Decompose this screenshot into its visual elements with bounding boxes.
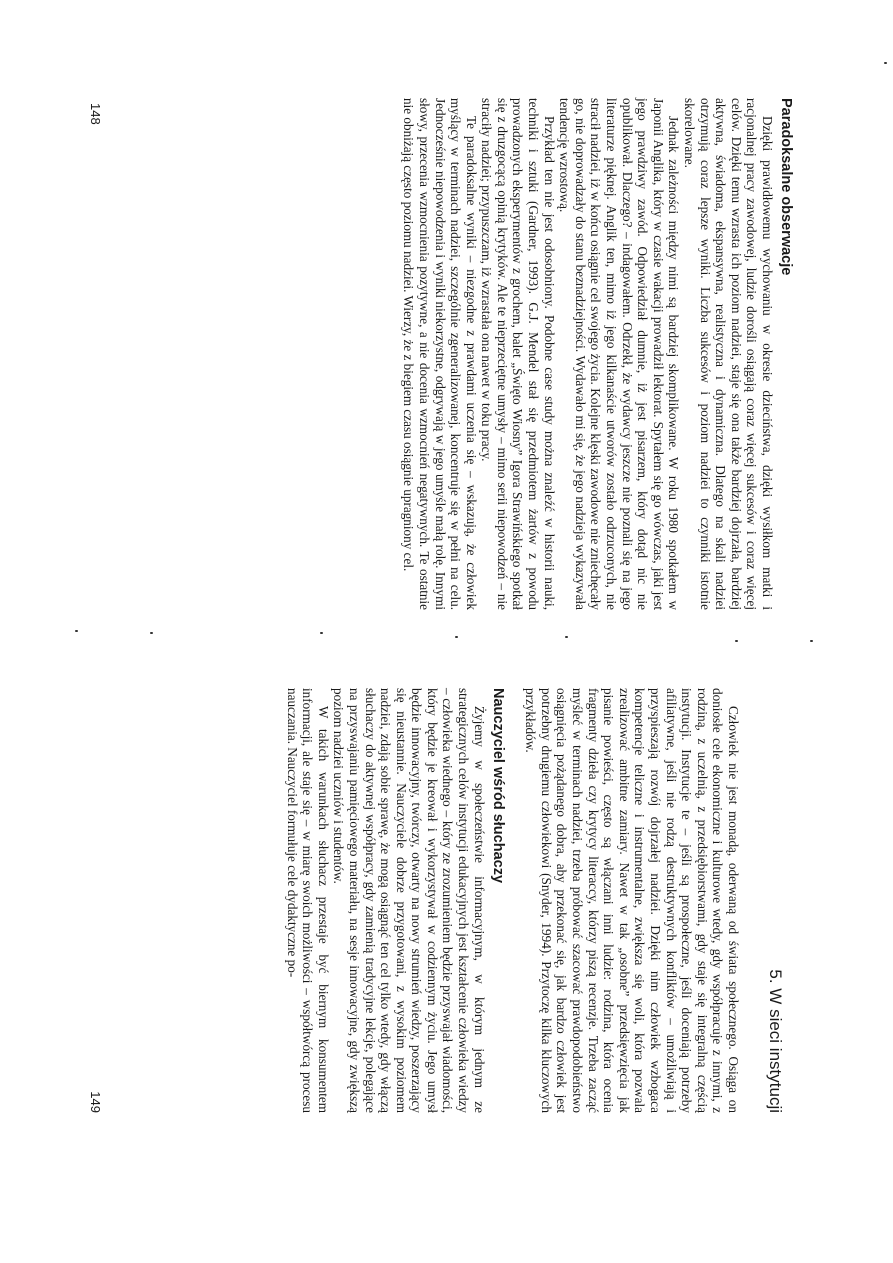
body-paragraph: Człowiek nie jest monadą, oderwaną od świata społecznego. Osiąga on doniosłe cele ekonomiczne i kulturowe wtedy, gdy współpracuje z innymi, z rodziną, z uczelnią, z przedsiębiorstwami, gdy staje się integralną częścią instytucji. Instytucje te – jeśli są prospołeczne, jeśli doceniają potrzeby afiliatywne, jeśli nie rodzą destruktywnych konfliktów – umożliwiają i przyspieszają rozwój dojrzałej nadziei. Dzięki nim człowiek wzbogaca kompetencje teliczne i instrumentalne, zwiększa się woli, która pozwala zrealizować ambitne zamiary. Nawet w tak „osobne” przedsięwzięcia jak pisanie powieści, często są włączani inni ludzie: rodzina, która ocenia fragmenty dzieła czy krytycy literaccy, którzy piszą recenzje. Trzeba zacząć myśleć w terminach nadziei, trzeba próbować szacować prawdopodobieństwo osiągnięcia pożądanego dobra, aby przekonać się, jak bardzo człowiek jest potrzebny drugiemu człowiekowi (Snyder, 1994). Przytoczę kilka kluczowych przykładów. bbox=[523, 688, 741, 1113]
section-heading: Paradoksalne obserwacje bbox=[778, 98, 794, 276]
body-paragraph: W takich warunkach słuchacz przestaje być biernym konsumentem informacji, ale staje się – w miarę swoich możliwości – współtwórcą procesu nauczania. Nauczyciel formułuje cele dydaktyczne po- bbox=[284, 688, 331, 1113]
body-paragraph: Żyjemy w społeczeństwie informacyjnym, w którym jednym ze strategicznych celów instytucji edukacyjnych jest kształcenie człowieka wiedzy – człowieka wiednego – który ze zrozumieniem będzie przyswajał wiadomości, który będzie je kreował i wykorzystywał w codziennym życiu. Jego umysł będzie innowacyjny, twórczy, otwarty na nowy strumień wiedzy, poszerzający się nieustannie. Nauczyciele dobrze przygotowani, z wysokim poziomem nadziei, zdają sobie sprawę, że mogą osiągnąć ten cel tylko wtedy, gdy włączą słuchaczy do aktywnej współpracy, gdy zamienią tradycyjne lekcje, polegające na przyswajaniu pamięciowego materiału, na sesje innowacyjne, gdy zwiększą poziom nadziei uczniów i studentów. bbox=[331, 688, 487, 1113]
body-paragraph: Przykład ten nie jest odosobniony. Podobne case study można znaleźć w historii nauki, techniki i sztuki (Gardner, 1993). G.J. Mendel stał się przedmiotem żartów z powodu prowadzonych eksperymentów z grochem, balet „Święto Wiosny” Igora Strawińskiego spotkał się z druzgocącą opinią krytyków. Ale te nieprzeciętne umysły – mimo serii niepowodzeń – nie straciły nadziei; przypuszczam, iż wzrastała ona nawet w toku pracy. bbox=[479, 98, 557, 610]
scan-speck bbox=[320, 632, 323, 634]
page-number: 148 bbox=[88, 103, 103, 125]
right-page bbox=[0, 632, 893, 1263]
chapter-running-head: 5. W sieci instytucji bbox=[766, 969, 785, 1113]
scan-speck bbox=[75, 630, 78, 632]
body-paragraph: Jednak zależności między nimi są bardziej skomplikowane. W roku 1980 spotkałem w Japonii Anglika, który w czasie wakacji prowadził lektorat. Spytałem się go wówczas, jaki jest jego prawdziwy zawód. Odpowiedział dumnie, iż jest pisarzem, który dotąd nic nie opublikował. Dlaczego? – indagowałem. Odrzekł, że wydawcy jeszcze nie poznali się na jego literaturze pięknej. Anglik ten, mimo iż jego kilkanaście utworów zostało odrzuconych, nie stracił nadziei, iż w końcu osiągnie cel swojego życia. Kolejne klęski zawodowe nie zniechęcały go, nie doprowadzały do stanu beznadziejności. Wydawało mi się, że jego nadzieja wykazywała tendencję wzrostową. bbox=[557, 98, 682, 610]
body-paragraph: Dzięki prawidłowemu wychowaniu w okresie dzieciństwa, dzięki wysiłkom matki i racjonalnej pracy zawodowej, ludzie dorośli osiągają coraz więcej sukcesów i coraz więcej celów. Dzięki temu wzrasta ich poziom nadziei, staje się ona także bardziej dojrzała, bardziej aktywna, świadoma, ekspansywna, realistyczna i dynamiczna. Dlatego na skali nadziei otrzymują coraz lepsze wyniki. Liczba sukcesów i poziom nadziei to czynniki istotnie skorelowane. bbox=[682, 98, 775, 610]
body-paragraph: Te paradoksalne wyniki – niezgodne z prawdami uczenia się – wskazują, że człowiek myślący w terminach nadziei, szczególnie zgeneralizowanej, koncentruje się w pełni na celu. Jednocześnie niepowodzenia i wyniki niekorzystne, odgrywają w jego umyśle małą rolę. Innymi słowy, przecenia wzmocnienia pozytywne, a nie docenia wzmocnień negatywnych. Te ostatnie nie obniżają często poziomu nadziei. Wierzy, że z biegiem czasu osiągnie upragniony cel. bbox=[401, 98, 479, 610]
scan-speck bbox=[735, 640, 738, 642]
scan-speck bbox=[150, 632, 153, 634]
scan-speck bbox=[565, 636, 568, 638]
section-heading: Nauczyciel wśród słuchaczy bbox=[489, 688, 506, 884]
scan-speck bbox=[810, 640, 813, 642]
page-number: 149 bbox=[88, 1091, 103, 1113]
scan-speck bbox=[884, 62, 887, 64]
scan-speck bbox=[455, 636, 458, 638]
